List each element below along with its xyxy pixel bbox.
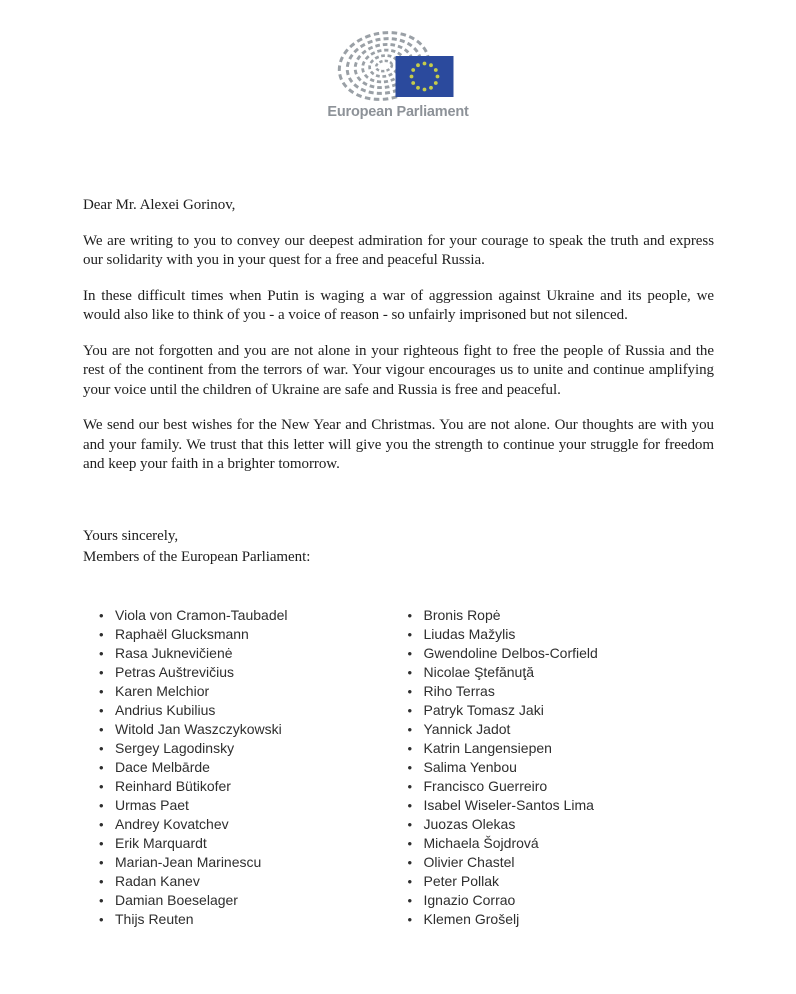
signatory-list-item: • Peter Pollak xyxy=(406,872,715,891)
logo-wordmark: European Parliament xyxy=(327,104,469,120)
closing-block xyxy=(83,526,714,568)
signatory-list-item: • Bronis Ropė xyxy=(406,606,715,625)
signatory-list-item: • Sergey Lagodinsky xyxy=(97,739,406,758)
paragraph-4: We send our best wishes for the New Year and Christmas. You are not alone. Our thoughts are with you and your family. We trust that this letter will give you the strength to continue your struggle for freedom and keep your faith in a brighter tomorrow. xyxy=(83,417,714,472)
signatory-list-item: • Patryk Tomasz Jaki xyxy=(406,701,715,720)
signatory-list-item: • Juozas Olekas xyxy=(406,815,715,834)
signatory-list-item: • Ignazio Corrao xyxy=(406,891,715,910)
signatory-list-item: • Riho Terras xyxy=(406,682,715,701)
signatory-list-item: • Gwendoline Delbos-Corfield xyxy=(406,644,715,663)
signatory-list-item: • Urmas Paet xyxy=(97,796,406,815)
signatory-list-item: • Radan Kanev xyxy=(97,872,406,891)
paragraph-3: You are not forgotten and you are not alone in your righteous fight to free the people of Russia and the rest of the continent from the terrors of war. Your vigour encourages us to unite and continue amplifying your voice until the children of Ukraine are safe and Russia is free and peaceful. xyxy=(83,342,714,398)
signatory-list-item: • Reinhard Bütikofer xyxy=(97,777,406,796)
signatory-list-item: • Damian Boeselager xyxy=(97,891,406,910)
signatory-list-item: • Witold Jan Waszczykowski xyxy=(97,720,406,739)
signatory-list-item: • Michaela Šojdrová xyxy=(406,834,715,853)
closing-sincerely: Yours sincerely, xyxy=(83,527,179,544)
signatory-list-item: • Erik Marquardt xyxy=(97,834,406,853)
paragraph-2: In these difficult times when Putin is waging a war of aggression against Ukraine and its people, we would also like to think of you - a voice of reason - so unfairly imprisoned but not silenced. xyxy=(83,287,714,323)
signatory-list-item: • Viola von Cramon-Taubadel xyxy=(97,606,406,625)
ep-hemicycle-flag-icon xyxy=(337,30,459,102)
signatory-list-item: • Klemen Grošelj xyxy=(406,910,715,929)
signatory-list-item: • Raphaël Glucksmann xyxy=(97,625,406,644)
signatory-list-item: • Marian-Jean Marinescu xyxy=(97,853,406,872)
signatory-list-item: • Yannick Jadot xyxy=(406,720,715,739)
closing-members: Members of the European Parliament: xyxy=(83,548,311,565)
signatory-list-item: • Andrius Kubilius xyxy=(97,701,406,720)
signatory-list-item: • Rasa Juknevičienė xyxy=(97,644,406,663)
signatory-list-item: • Salima Yenbou xyxy=(406,758,715,777)
signatory-column-left xyxy=(97,606,406,929)
paragraph-1: We are writing to you to convey our deepest admiration for your courage to speak the truth and express our solidarity with you in your quest for a free and peaceful Russia. xyxy=(83,232,714,268)
signatory-list-item: • Dace Melbārde xyxy=(97,758,406,777)
signatory-list-item: • Nicolae Ştefănuţă xyxy=(406,663,715,682)
signatory-list-item: • Karen Melchior xyxy=(97,682,406,701)
signatories-list xyxy=(83,606,714,929)
signatory-list-item: • Francisco Guerreiro xyxy=(406,777,715,796)
signatory-column-right xyxy=(406,606,715,929)
signatory-list-item: • Andrey Kovatchev xyxy=(97,815,406,834)
signatory-list-item: • Liudas Mažylis xyxy=(406,625,715,644)
european-parliament-logo xyxy=(0,0,796,120)
signatory-list-item: • Olivier Chastel xyxy=(406,853,715,872)
salutation: Dear Mr. Alexei Gorinov, xyxy=(83,197,236,213)
signatory-list-item: • Isabel Wiseler-Santos Lima xyxy=(406,796,715,815)
letter-body xyxy=(83,196,714,929)
signatory-list-item: • Thijs Reuten xyxy=(97,910,406,929)
signatory-list-item: • Petras Auštrevičius xyxy=(97,663,406,682)
signatory-list-item: • Katrin Langensiepen xyxy=(406,739,715,758)
